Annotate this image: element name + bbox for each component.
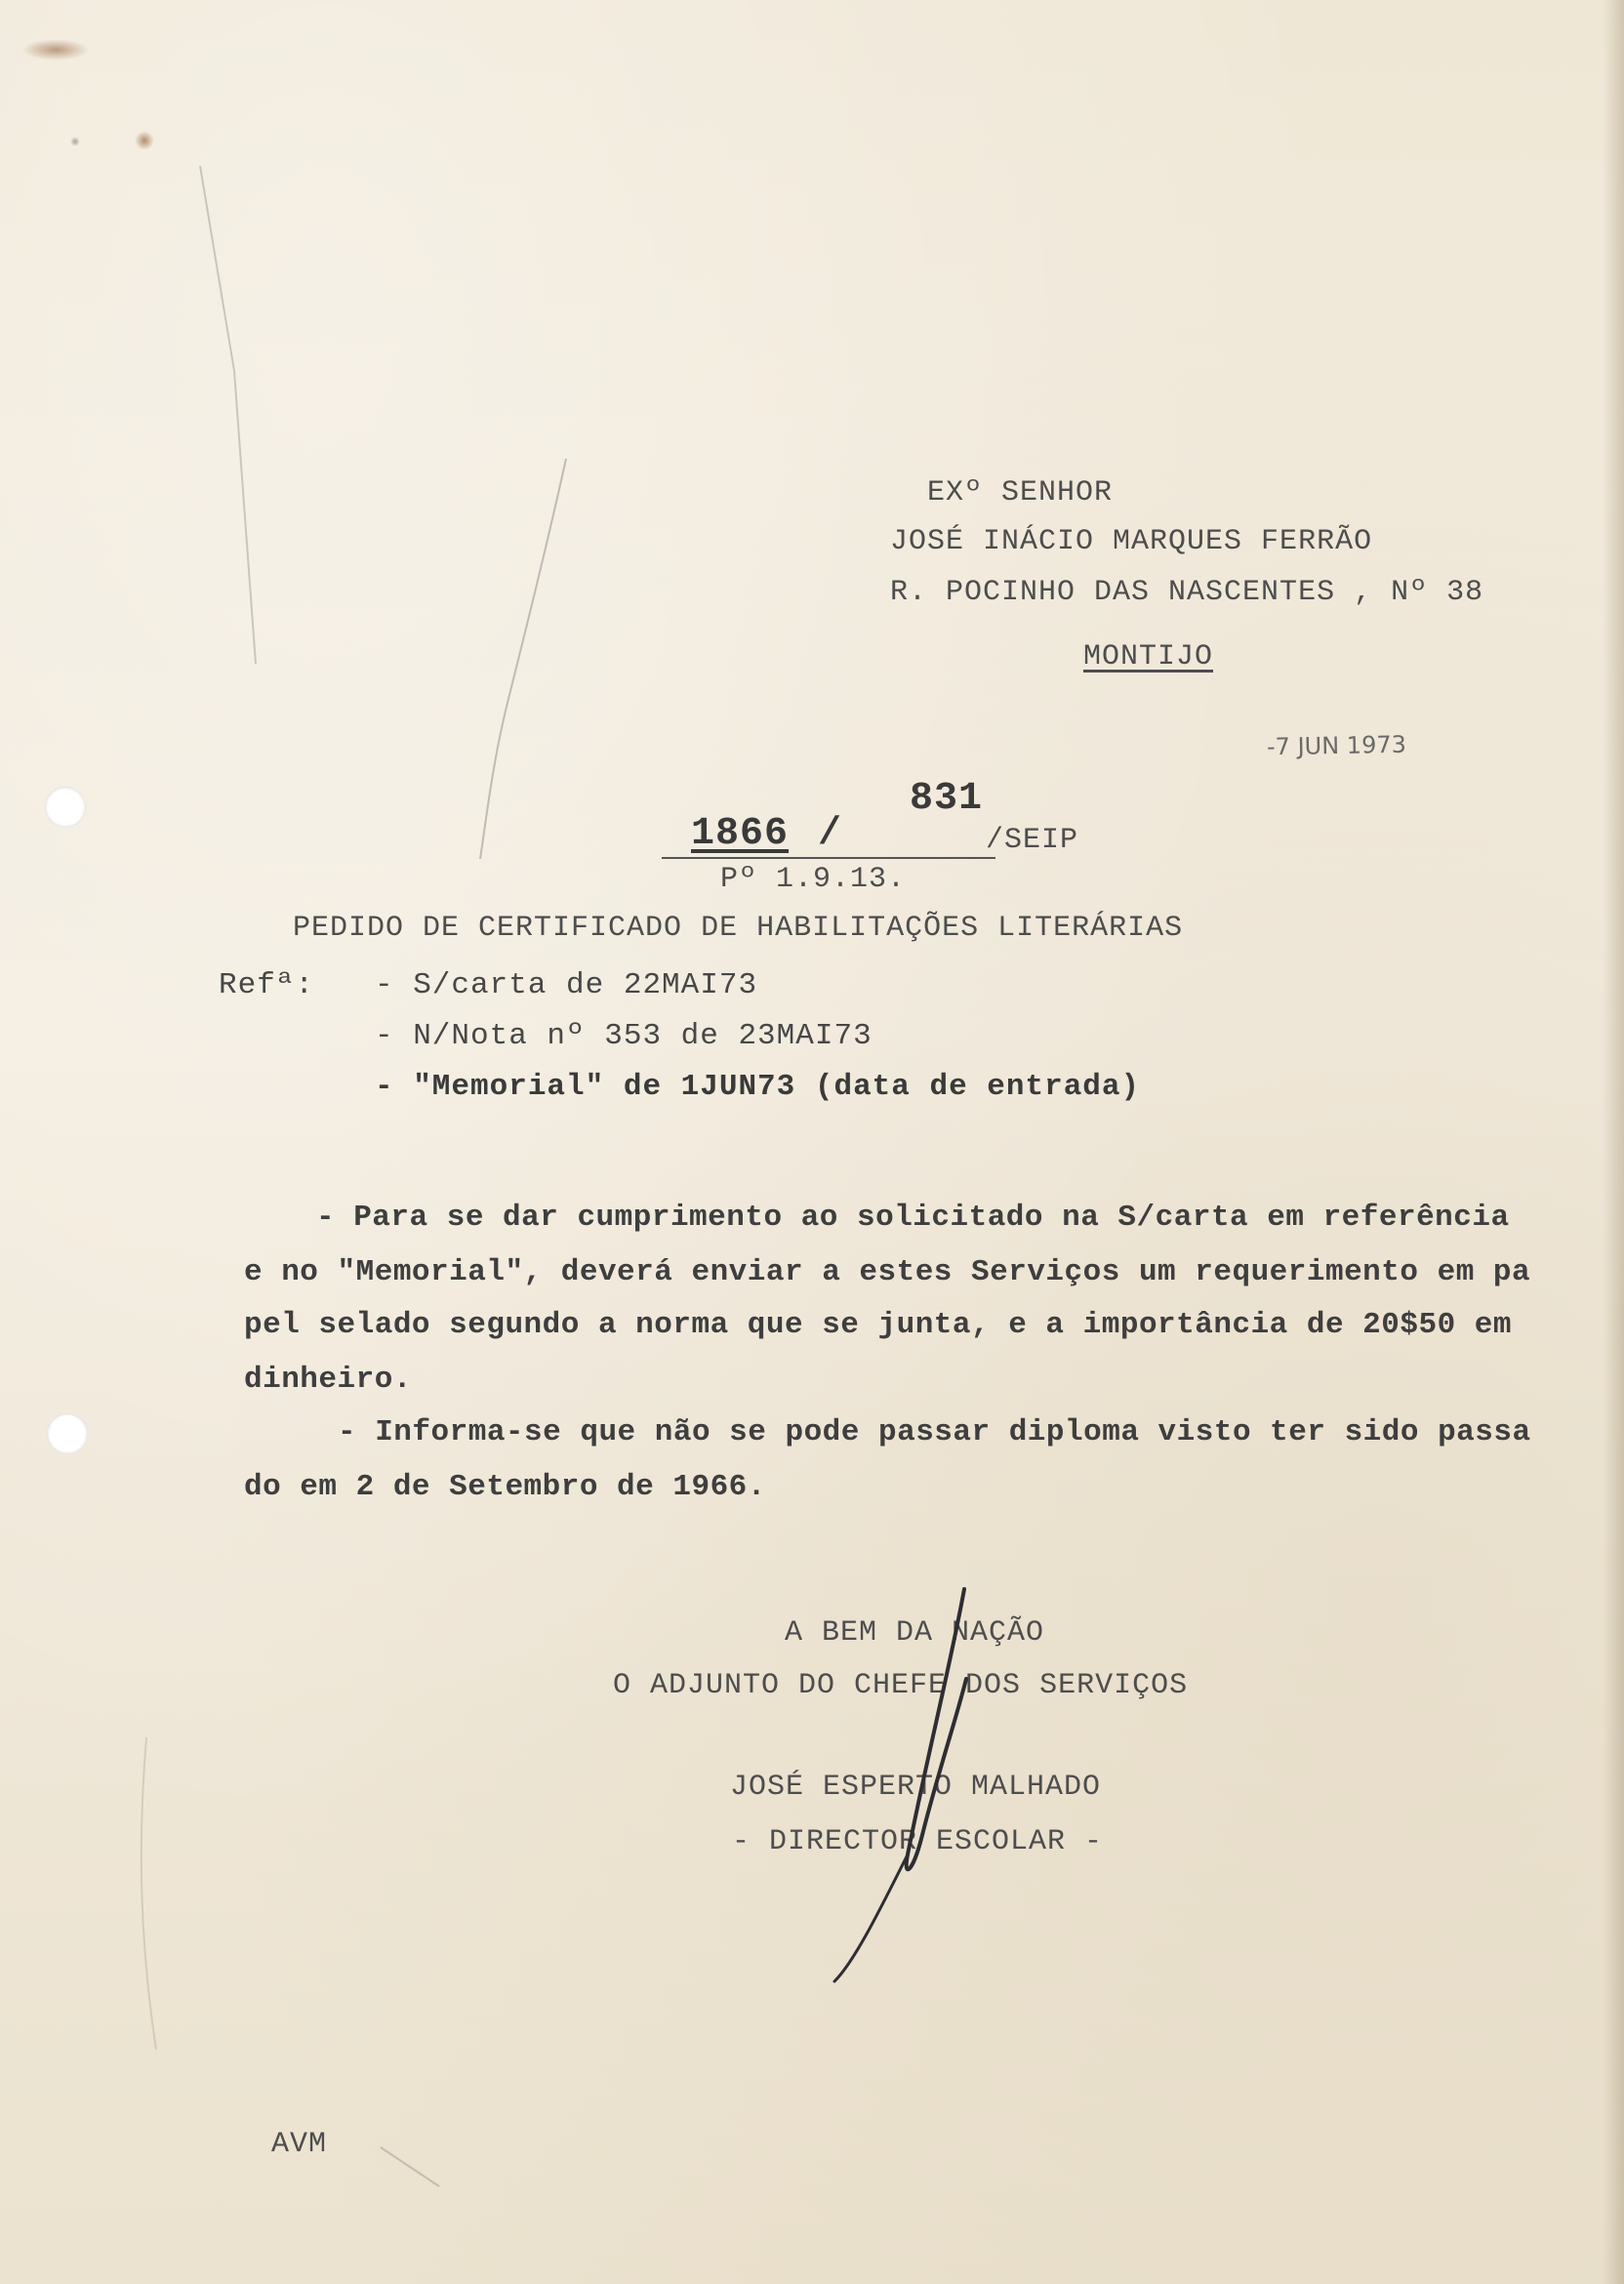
reference-suffix: /SEIP [986,824,1079,857]
date-stamp: -7 JUN 1973 [1266,730,1407,761]
subject-line: PEDIDO DE CERTIFICADO DE HABILITAÇÕES LITERÁRIAS [293,912,1184,945]
recipient-street: R. POCINHO DAS NASCENTES , Nº 38 [890,576,1484,609]
body-line: pel selado segundo a norma que se junta, e a importância de 20$50 em [244,1308,1513,1342]
signatory-title: - DIRECTOR ESCOLAR - [732,1825,1104,1858]
closing-line2: O ADJUNTO DO CHEFE DOS SERVIÇOS [613,1669,1189,1702]
ref-item: - N/Nota nº 353 de 23MAI73 [375,1019,873,1053]
typist-initials: AVM [271,2128,328,2161]
body-line: - Informa-se que não se pode passar diploma visto ter sido passa [338,1415,1531,1449]
body-line: do em 2 de Setembro de 1966. [244,1470,766,1504]
body-line: dinheiro. [244,1363,412,1397]
closing-line1: A BEM DA NAÇÃO [785,1616,1045,1650]
reference-number-left: 1866 [691,812,790,856]
ref-item: - S/carta de 22MAI73 [375,968,758,1002]
refs-label: Refª: [219,968,315,1002]
recipient-name: JOSÉ INÁCIO MARQUES FERRÃO [890,525,1373,558]
recipient-salutation: EXº SENHOR [927,476,1114,510]
signatory-name: JOSÉ ESPERTO MALHADO [730,1771,1102,1804]
body-line: e no "Memorial", deverá enviar a estes Serviços um requerimento em pa [244,1255,1531,1289]
process-number: Pº 1.9.13. [720,863,907,896]
body-line: - Para se dar cumprimento ao solicitado na S/carta em referência [316,1201,1510,1235]
reference-separator: / [818,812,843,856]
recipient-city: MONTIJO [1083,640,1214,673]
reference-number-right: 831 [910,777,984,821]
ref-item: - "Memorial" de 1JUN73 (data de entrada) [375,1070,1141,1104]
